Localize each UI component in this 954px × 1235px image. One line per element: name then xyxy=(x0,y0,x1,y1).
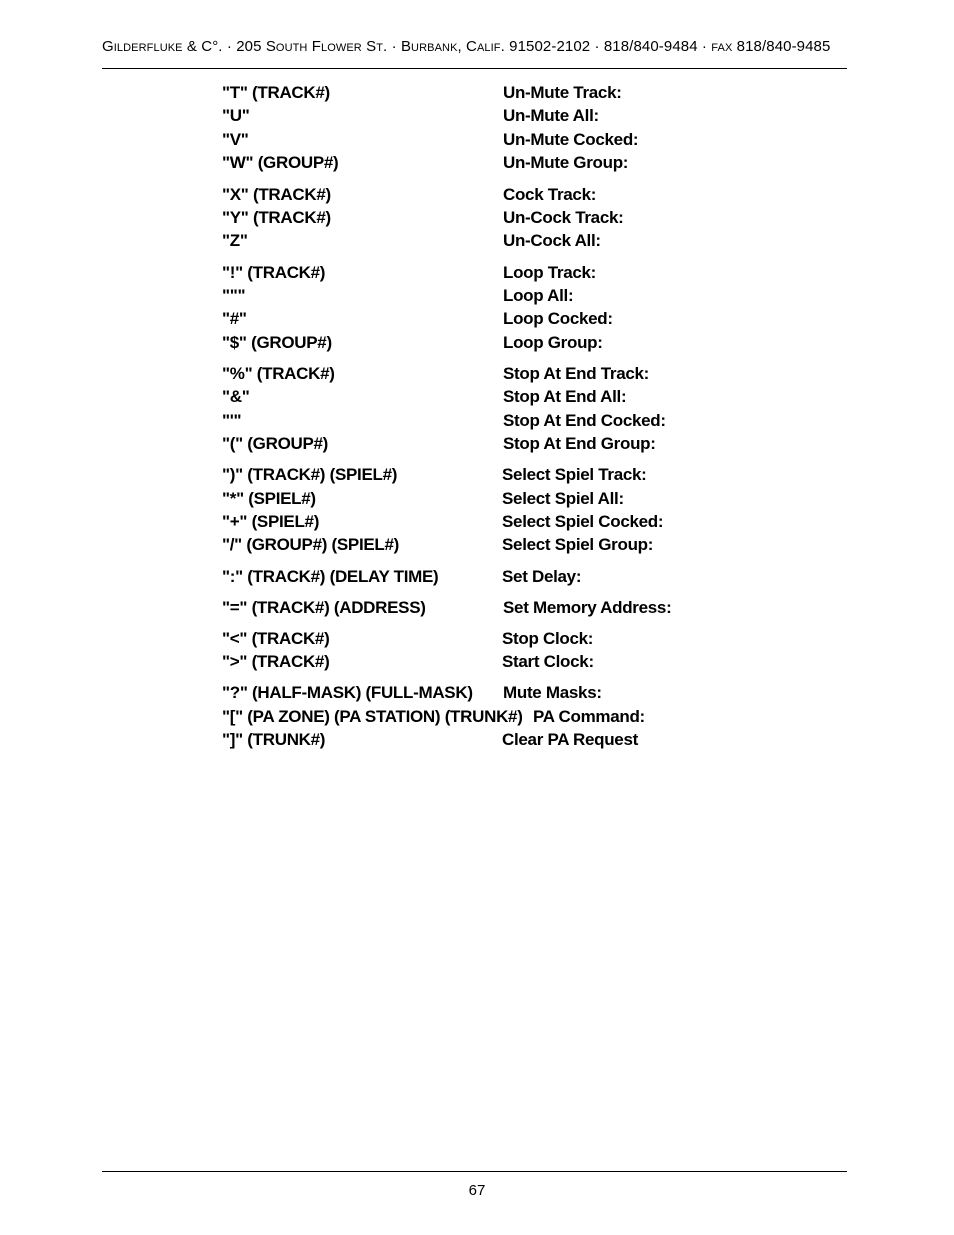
command-description: Clear PA Request xyxy=(502,730,638,749)
footer-rule xyxy=(102,1171,847,1172)
command-description: Stop At End Cocked: xyxy=(503,411,666,430)
command-code: "W" (GROUP#) xyxy=(222,153,339,172)
command-description: Un-Cock Track: xyxy=(503,208,624,227)
command-description: Loop Track: xyxy=(503,263,597,282)
command-description: Loop Cocked: xyxy=(503,309,613,328)
command-code: ">" (TRACK#) xyxy=(222,652,330,671)
header-fax-label: fax xyxy=(711,38,733,55)
command-code: ":" (TRACK#) (DELAY TIME) xyxy=(222,567,439,586)
command-description: Un-Cock All: xyxy=(503,231,601,250)
header-separator: · xyxy=(590,38,604,55)
command-code: "]" (TRUNK#) xyxy=(222,730,326,749)
header-separator: · xyxy=(222,38,237,55)
command-description: Un-Mute Track: xyxy=(503,83,622,102)
command-code: "#" xyxy=(222,309,247,328)
command-code: "=" (TRACK#) (ADDRESS) xyxy=(222,598,426,617)
command-description: Mute Masks: xyxy=(503,683,602,702)
command-description: PA Command: xyxy=(533,707,645,726)
command-description: Stop At End Group: xyxy=(503,434,656,453)
header-separator: · xyxy=(697,38,712,55)
command-code: "U" xyxy=(222,106,250,125)
header-rule xyxy=(102,68,847,69)
command-description: Cock Track: xyxy=(503,185,597,204)
command-description: Select Spiel Cocked: xyxy=(502,512,664,531)
command-code: ")" (TRACK#) (SPIEL#) xyxy=(222,465,398,484)
header-separator: · xyxy=(387,38,401,55)
command-description: Select Spiel Track: xyxy=(502,465,647,484)
header-fax: 818/840-9485 xyxy=(732,38,831,55)
command-code: "[" (PA ZONE) (PA STATION) (TRUNK#) xyxy=(222,707,523,726)
command-code: "%" (TRACK#) xyxy=(222,364,335,383)
command-code: "/" (GROUP#) (SPIEL#) xyxy=(222,535,400,554)
command-code: "*" (SPIEL#) xyxy=(222,489,316,508)
command-description: Select Spiel Group: xyxy=(502,535,654,554)
command-code: "X" (TRACK#) xyxy=(222,185,331,204)
command-code: """ xyxy=(222,286,246,305)
header-city: Burbank, Calif. xyxy=(400,38,505,55)
header-zip: 91502-2102 xyxy=(504,38,591,55)
command-code: "T" (TRACK#) xyxy=(222,83,330,102)
command-code: "V" xyxy=(222,130,249,149)
header-phone: 818/840-9484 xyxy=(603,38,698,55)
command-code: "&" xyxy=(222,387,250,406)
page-header xyxy=(102,38,847,60)
command-description: Stop At End All: xyxy=(503,387,627,406)
command-description: Loop All: xyxy=(503,286,574,305)
command-code: "!" (TRACK#) xyxy=(222,263,326,282)
page-number: 67 xyxy=(468,1182,486,1199)
header-company: Gilderfluke & C°. xyxy=(102,38,223,55)
header-street: South Flower St. xyxy=(265,38,388,55)
command-code: "<" (TRACK#) xyxy=(222,629,330,648)
command-description: Select Spiel All: xyxy=(502,489,624,508)
command-code: "+" (SPIEL#) xyxy=(222,512,320,531)
command-description: Set Delay: xyxy=(502,567,582,586)
command-code: "Z" xyxy=(222,231,248,250)
command-description: Loop Group: xyxy=(503,333,603,352)
command-description: Un-Mute All: xyxy=(503,106,599,125)
command-code: "(" (GROUP#) xyxy=(222,434,329,453)
command-code: "Y" (TRACK#) xyxy=(222,208,331,227)
command-code: "$" (GROUP#) xyxy=(222,333,332,352)
command-description: Stop At End Track: xyxy=(503,364,650,383)
command-description: Stop Clock: xyxy=(502,629,594,648)
command-description: Un-Mute Group: xyxy=(503,153,629,172)
command-description: Start Clock: xyxy=(502,652,594,671)
command-code: "?" (HALF-MASK) (FULL-MASK) xyxy=(222,683,473,702)
command-description: Set Memory Address: xyxy=(503,598,672,617)
header-street-number: 205 xyxy=(236,38,266,55)
command-code: "'" xyxy=(222,411,242,430)
command-description: Un-Mute Cocked: xyxy=(503,130,639,149)
